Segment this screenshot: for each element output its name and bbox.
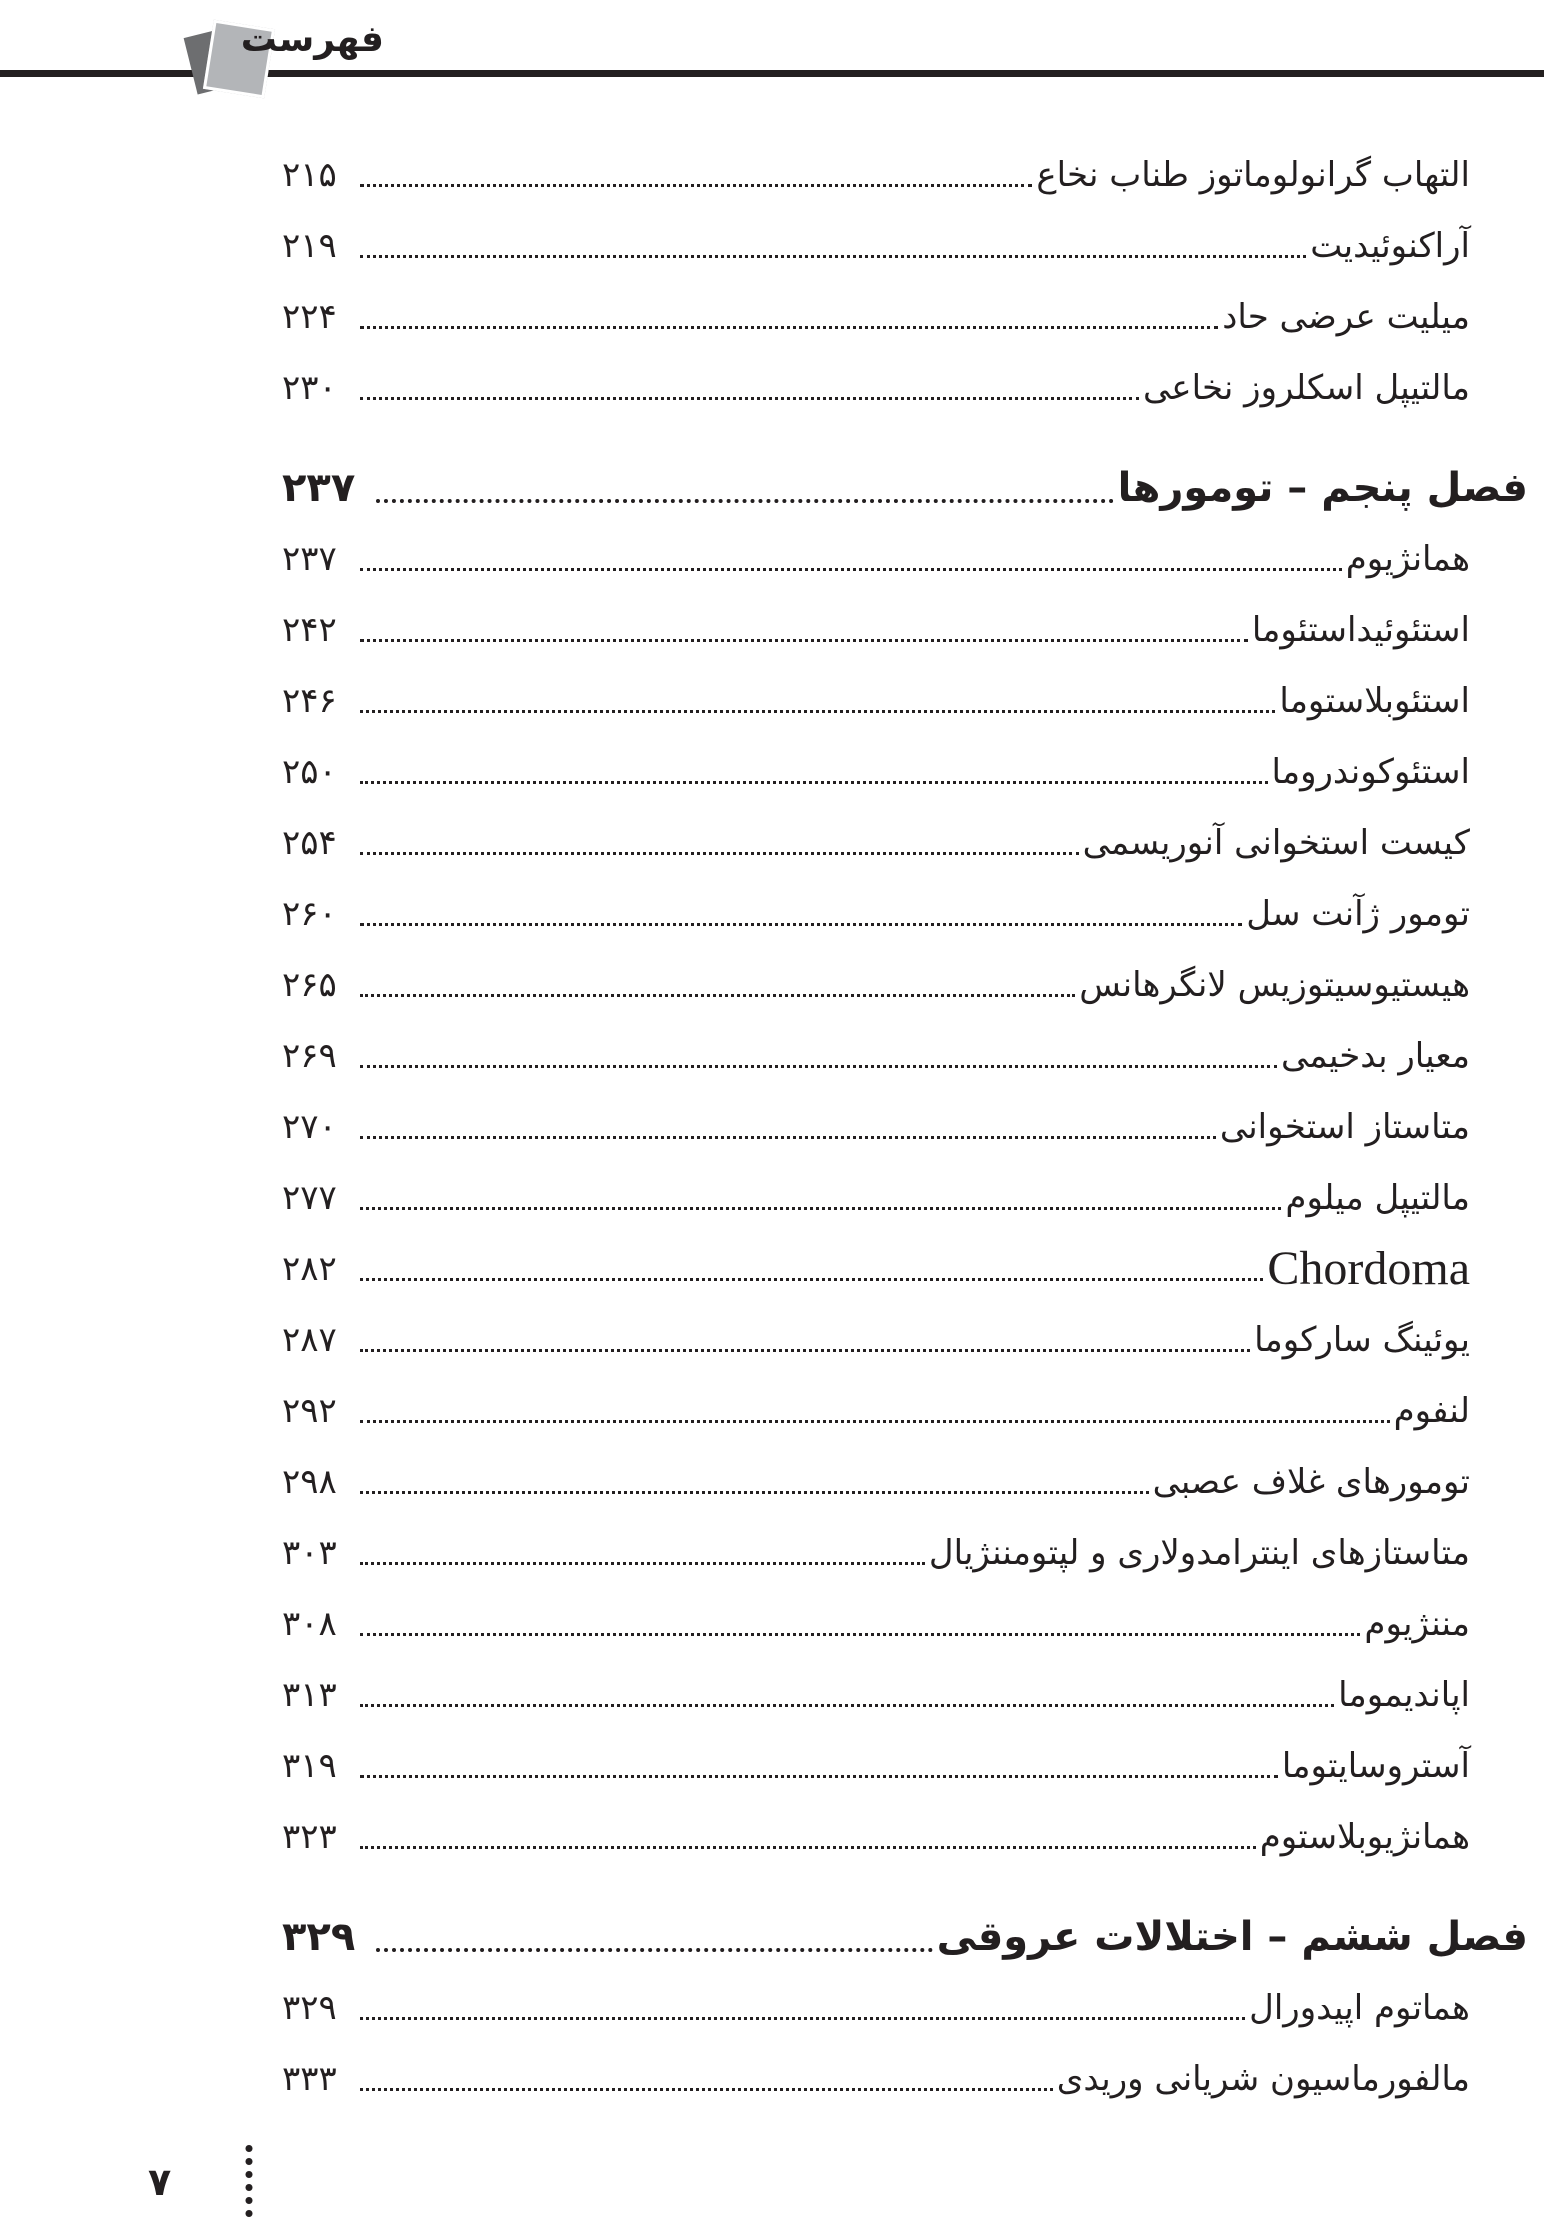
entry-page-number: ۳۲۹ bbox=[282, 1987, 337, 2028]
page-heading: فهرست bbox=[240, 19, 384, 60]
dot-leader bbox=[360, 326, 1218, 329]
entry-title: هیستیوسیتوزیس لانگرهانس bbox=[1079, 964, 1470, 1005]
dot-leader bbox=[360, 1633, 1360, 1636]
dot-leader bbox=[360, 397, 1139, 400]
toc-entry bbox=[282, 2043, 1528, 2114]
entry-title: Chordoma bbox=[1267, 1241, 1470, 1295]
entry-title: استئوئیداستئوما bbox=[1251, 609, 1470, 650]
toc-entry bbox=[282, 1020, 1528, 1091]
entry-title: تومور ژآنت سل bbox=[1246, 893, 1470, 934]
toc-entry bbox=[282, 1304, 1528, 1375]
entry-title: متاستاز استخوانی bbox=[1219, 1106, 1470, 1147]
toc-entry bbox=[282, 1801, 1528, 1872]
toc-entry bbox=[282, 949, 1528, 1020]
entry-page-number: ۲۶۵ bbox=[282, 964, 337, 1005]
entry-page-number: ۲۷۰ bbox=[282, 1106, 337, 1147]
toc-entry bbox=[282, 1375, 1528, 1446]
entry-title: هماتوم اپیدورال bbox=[1249, 1987, 1470, 2028]
entry-title: التهاب گرانولوماتوز طناب نخاع bbox=[1036, 154, 1470, 195]
toc-entry bbox=[282, 1730, 1528, 1801]
dot-leader bbox=[360, 568, 1342, 571]
toc-entry bbox=[282, 523, 1528, 594]
entry-page-number: ۲۵۰ bbox=[282, 751, 337, 792]
entry-page-number: ۲۱۵ bbox=[282, 154, 337, 195]
entry-title: فصل ششم – اختلالات عروقی bbox=[936, 1913, 1528, 1960]
entry-page-number: ۲۷۷ bbox=[282, 1177, 337, 1218]
entry-page-number: ۲۱۹ bbox=[282, 225, 337, 266]
toc-entry bbox=[282, 1517, 1528, 1588]
entry-page-number: ۲۸۲ bbox=[282, 1248, 337, 1289]
dot-leader bbox=[360, 1420, 1390, 1423]
entry-title: همانژیوم bbox=[1345, 538, 1470, 579]
toc-entry bbox=[282, 665, 1528, 736]
entry-page-number: ۲۶۹ bbox=[282, 1035, 337, 1076]
toc-entry bbox=[282, 1446, 1528, 1517]
entry-page-number: ۳۲۳ bbox=[282, 1816, 337, 1857]
dot-leader bbox=[360, 1349, 1250, 1352]
entry-page-number: ۲۵۴ bbox=[282, 822, 337, 863]
entry-title: مالفورماسیون شریانی وریدی bbox=[1056, 2058, 1470, 2099]
dot-leader bbox=[360, 1065, 1277, 1068]
entry-title: اپاندیموما bbox=[1338, 1674, 1470, 1715]
entry-page-number: ۲۴۲ bbox=[282, 609, 337, 650]
entry-title: همانژیوبلاستوم bbox=[1259, 1816, 1470, 1857]
dot-leader bbox=[360, 852, 1079, 855]
entry-title: آستروسایتوما bbox=[1281, 1745, 1470, 1786]
dot-leader bbox=[360, 1491, 1149, 1494]
toc-chapter-heading bbox=[282, 452, 1528, 523]
toc-entry bbox=[282, 1091, 1528, 1162]
entry-title: مالتیپل میلوم bbox=[1285, 1177, 1470, 1218]
dot-leader bbox=[360, 1775, 1278, 1778]
dot-leader bbox=[360, 2088, 1053, 2091]
toc-entry bbox=[282, 594, 1528, 665]
dot-leader bbox=[376, 499, 1114, 503]
entry-page-number: ۳۱۹ bbox=[282, 1745, 337, 1786]
toc-entry bbox=[282, 1233, 1528, 1304]
footer-dot-divider bbox=[244, 2142, 254, 2220]
entry-title: تومورهای غلاف عصبی bbox=[1152, 1461, 1470, 1502]
dot-leader bbox=[360, 2017, 1245, 2020]
entry-title: لنفوم bbox=[1393, 1390, 1470, 1431]
entry-page-number: ۲۳۷ bbox=[282, 538, 337, 579]
toc-entry bbox=[282, 210, 1528, 281]
toc-entry bbox=[282, 1972, 1528, 2043]
entry-title: متاستازهای اینترامدولاری و لپتومننژیال bbox=[928, 1532, 1470, 1573]
entry-title: استئوکوندروما bbox=[1271, 751, 1470, 792]
toc-entry bbox=[282, 281, 1528, 352]
dot-leader bbox=[360, 1846, 1256, 1849]
dot-leader bbox=[360, 1562, 925, 1565]
dot-leader bbox=[360, 184, 1032, 187]
entry-page-number: ۲۹۸ bbox=[282, 1461, 337, 1502]
entry-title: یوئینگ سارکوما bbox=[1254, 1319, 1470, 1360]
dot-leader bbox=[360, 710, 1275, 713]
dot-leader bbox=[360, 1704, 1334, 1707]
dot-leader bbox=[360, 994, 1075, 997]
dot-leader bbox=[360, 1278, 1263, 1281]
entry-page-number: ۳۱۳ bbox=[282, 1674, 337, 1715]
entry-title: کیست استخوانی آنوریسمی bbox=[1082, 822, 1470, 863]
toc-entry bbox=[282, 1659, 1528, 1730]
entry-page-number: ۳۰۳ bbox=[282, 1532, 337, 1573]
dot-leader bbox=[360, 1136, 1216, 1139]
entry-title: استئوبلاستوما bbox=[1279, 680, 1470, 721]
toc-entry bbox=[282, 1588, 1528, 1659]
toc-entry bbox=[282, 1162, 1528, 1233]
entry-title: فصل پنجم – تومورها bbox=[1117, 464, 1528, 511]
toc-entry bbox=[282, 807, 1528, 878]
toc-entry bbox=[282, 352, 1528, 423]
entry-page-number: ۳۳۳ bbox=[282, 2058, 337, 2099]
entry-page-number: ۲۴۶ bbox=[282, 680, 337, 721]
entry-title: مالتیپل اسکلروز نخاعی bbox=[1142, 367, 1470, 408]
toc-entry bbox=[282, 878, 1528, 949]
dot-leader bbox=[376, 1948, 933, 1952]
entry-title: میلیت عرضی حاد bbox=[1222, 296, 1470, 337]
entry-title: آراکنوئیدیت bbox=[1310, 225, 1470, 266]
table-of-contents bbox=[282, 139, 1528, 2114]
toc-entry bbox=[282, 139, 1528, 210]
entry-page-number: ۳۰۸ bbox=[282, 1603, 337, 1644]
page-number: ۷ bbox=[148, 2160, 172, 2204]
dot-leader bbox=[360, 639, 1248, 642]
dot-leader bbox=[360, 255, 1306, 258]
entry-page-number: ۲۳۷ bbox=[282, 464, 356, 511]
toc-entry bbox=[282, 736, 1528, 807]
entry-page-number: ۳۲۹ bbox=[282, 1913, 356, 1960]
entry-page-number: ۲۶۰ bbox=[282, 893, 337, 934]
entry-page-number: ۲۳۰ bbox=[282, 367, 337, 408]
dot-leader bbox=[360, 1207, 1281, 1210]
entry-title: معیار بدخیمی bbox=[1280, 1035, 1470, 1076]
dot-leader bbox=[360, 923, 1242, 926]
entry-page-number: ۲۸۷ bbox=[282, 1319, 337, 1360]
entry-page-number: ۲۲۴ bbox=[282, 296, 337, 337]
entry-title: مننژیوم bbox=[1364, 1603, 1470, 1644]
toc-chapter-heading bbox=[282, 1901, 1528, 1972]
entry-page-number: ۲۹۲ bbox=[282, 1390, 337, 1431]
dot-leader bbox=[360, 781, 1268, 784]
